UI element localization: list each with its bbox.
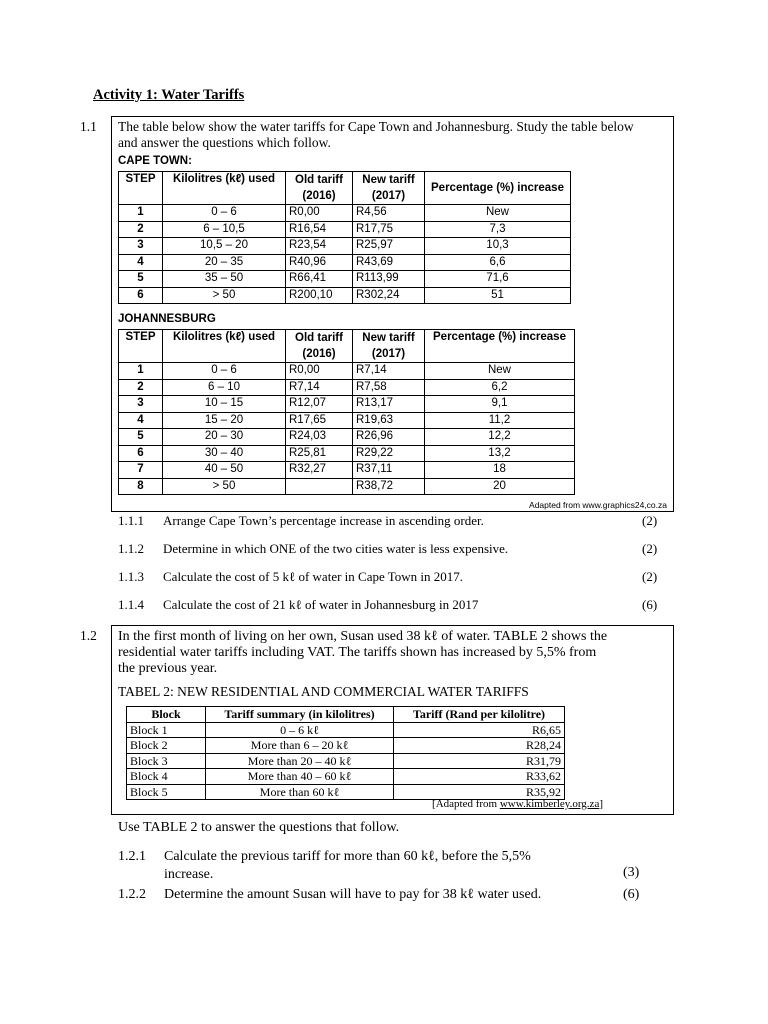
table-row <box>119 396 575 413</box>
credit-link[interactable]: www.kimberley.org.za <box>499 798 600 810</box>
table-row <box>119 412 575 429</box>
table-cell: R12,07 <box>286 396 353 413</box>
table-cell: 2 <box>119 221 163 238</box>
table-cell: 12,2 <box>425 429 575 446</box>
credit-suffix: ] <box>599 798 603 810</box>
question-text: Calculate the cost of 21 kℓ of water in Johannesburg in 2017 <box>163 597 479 612</box>
table-cell: R43,69 <box>353 254 425 271</box>
table-cell: Block 5 <box>127 784 206 800</box>
question-text: Calculate the cost of 5 kℓ of water in Cape Town in 2017. <box>163 569 464 584</box>
table-cell: More than 60 kℓ <box>206 784 394 800</box>
question-number: 1.1 <box>80 119 97 134</box>
table-cell: 11,2 <box>425 412 575 429</box>
table-row <box>127 738 565 754</box>
instruction-text: Use TABLE 2 to answer the questions that follow. <box>118 820 400 835</box>
table-cell: 6,6 <box>425 254 571 271</box>
table-cell: More than 20 – 40 kℓ <box>206 753 394 769</box>
table-cell: 6 <box>119 287 163 304</box>
question-number: 1.1.2 <box>118 541 144 556</box>
table-header-row <box>119 172 571 205</box>
question-text: increase. <box>164 867 214 882</box>
table-cell: 1 <box>119 205 163 222</box>
table-cell: 30 – 40 <box>163 445 286 462</box>
table-cell: 15 – 20 <box>163 412 286 429</box>
table-row <box>127 769 565 785</box>
table-row <box>119 205 571 222</box>
table-cell: 1 <box>119 363 163 380</box>
table-cell: 6 – 10 <box>163 379 286 396</box>
table-cell: 3 <box>119 396 163 413</box>
table-cell: R13,17 <box>353 396 425 413</box>
table-cell: 4 <box>119 254 163 271</box>
col-header-step: STEP <box>119 330 163 363</box>
table-cell: 0 – 6 <box>163 363 286 380</box>
table-cell: R302,24 <box>353 287 425 304</box>
intro-line: In the first month of living on her own, Susan used 38 kℓ of water. TABLE 2 shows the <box>118 629 608 644</box>
table-cell: 71,6 <box>425 271 571 288</box>
col-header-tariff-summary: Tariff summary (in kilolitres) <box>206 707 394 723</box>
table-2-title: TABEL 2: NEW RESIDENTIAL AND COMMERCIAL WATER TARIFFS <box>118 684 529 699</box>
question-1-2-box <box>111 625 674 815</box>
source-credit: Adapted from www.graphics24,co.za <box>529 500 667 510</box>
table-row <box>127 722 565 738</box>
question-number: 1.2 <box>80 628 97 643</box>
table-cell: 20 – 35 <box>163 254 286 271</box>
source-credit <box>432 798 603 810</box>
table-cell: Block 2 <box>127 738 206 754</box>
question-text: Calculate the previous tariff for more than 60 kℓ, before the 5,5% <box>164 849 531 864</box>
cape-town-table <box>118 171 571 304</box>
table-cell: 18 <box>425 462 575 479</box>
question-marks: (2) <box>642 513 658 528</box>
question-text: Determine the amount Susan will have to pay for 38 kℓ water used. <box>164 887 542 902</box>
question-text: Arrange Cape Town’s percentage increase in ascending order. <box>163 513 484 528</box>
table-cell: Block 1 <box>127 722 206 738</box>
table-cell: R28,24 <box>394 738 565 754</box>
col-header-old-tariff: Old tariff (2016) <box>286 330 353 363</box>
table-cell: R24,03 <box>286 429 353 446</box>
table-cell: R113,99 <box>353 271 425 288</box>
table-cell: R7,58 <box>353 379 425 396</box>
table-cell: R16,54 <box>286 221 353 238</box>
table-header-row <box>127 707 565 723</box>
table-cell: 5 <box>119 429 163 446</box>
intro-text <box>118 629 670 677</box>
table-cell: 20 <box>425 478 575 495</box>
table-header-row <box>119 330 575 363</box>
table-cell: New <box>425 363 575 380</box>
table-cell: R17,75 <box>353 221 425 238</box>
table-cell: R38,72 <box>353 478 425 495</box>
table-cell: R7,14 <box>353 363 425 380</box>
table-cell: R19,63 <box>353 412 425 429</box>
table-cell: 10,3 <box>425 238 571 255</box>
table-cell <box>286 478 353 495</box>
question-marks: (2) <box>642 541 658 556</box>
col-header-kilolitres: Kilolitres (kℓ) used <box>163 172 286 205</box>
intro-line: The table below show the water tariffs for Cape Town and Johannesburg. Study the table below <box>118 119 634 134</box>
table-cell: R29,22 <box>353 445 425 462</box>
question-marks: (6) <box>642 597 658 612</box>
table-cell: R17,65 <box>286 412 353 429</box>
table-row <box>119 445 575 462</box>
table-cell: Block 4 <box>127 769 206 785</box>
table-cell: 35 – 50 <box>163 271 286 288</box>
table-row <box>119 271 571 288</box>
table-cell: 6 <box>119 445 163 462</box>
table-cell: R37,11 <box>353 462 425 479</box>
table-row <box>119 379 575 396</box>
table-row <box>119 429 575 446</box>
question-number: 1.1.3 <box>118 569 144 584</box>
col-header-percentage: Percentage (%) increase <box>425 330 575 363</box>
question-number: 1.1.4 <box>118 597 144 612</box>
table-cell: 4 <box>119 412 163 429</box>
question-marks: (6) <box>623 887 640 902</box>
table-cell: New <box>425 205 571 222</box>
table-cell: 7 <box>119 462 163 479</box>
table-row <box>119 254 571 271</box>
table-row <box>119 363 575 380</box>
col-header-step: STEP <box>119 172 163 205</box>
table-cell: More than 6 – 20 kℓ <box>206 738 394 754</box>
water-tariffs-table <box>126 706 565 800</box>
table-cell: R23,54 <box>286 238 353 255</box>
col-header-tariff-rand: Tariff (Rand per kilolitre) <box>394 707 565 723</box>
question-marks: (2) <box>642 569 658 584</box>
table-row <box>119 238 571 255</box>
table-row <box>119 478 575 495</box>
question-number: 1.1.1 <box>118 513 144 528</box>
table-cell: R200,10 <box>286 287 353 304</box>
question-number: 1.2.2 <box>118 887 146 902</box>
table-cell: 2 <box>119 379 163 396</box>
question-1-1-4 <box>118 597 658 613</box>
col-header-block: Block <box>127 707 206 723</box>
table-cell: > 50 <box>163 287 286 304</box>
table-cell: 10,5 – 20 <box>163 238 286 255</box>
intro-line: the previous year. <box>118 661 218 676</box>
table-cell: More than 40 – 60 kℓ <box>206 769 394 785</box>
table-cell: R25,97 <box>353 238 425 255</box>
table-cell: 40 – 50 <box>163 462 286 479</box>
johannesburg-table <box>118 329 575 495</box>
table-row <box>127 753 565 769</box>
johannesburg-label: JOHANNESBURG <box>118 313 216 325</box>
table-cell: 8 <box>119 478 163 495</box>
table-cell: 51 <box>425 287 571 304</box>
question-1-1-3 <box>118 569 658 585</box>
table-cell: 20 – 30 <box>163 429 286 446</box>
table-cell: > 50 <box>163 478 286 495</box>
table-cell: R33,62 <box>394 769 565 785</box>
table-cell: 0 – 6 <box>163 205 286 222</box>
table-cell: R66,41 <box>286 271 353 288</box>
page-title: Activity 1: Water Tariffs <box>93 87 245 103</box>
col-header-kilolitres: Kilolitres (kℓ) used <box>163 330 286 363</box>
question-text: Determine in which ONE of the two cities water is less expensive. <box>163 541 509 556</box>
table-cell: 3 <box>119 238 163 255</box>
intro-line: and answer the questions which follow. <box>118 135 331 150</box>
table-cell: R31,79 <box>394 753 565 769</box>
table-cell: R26,96 <box>353 429 425 446</box>
question-1-1-2 <box>118 541 658 557</box>
col-header-new-tariff: New tariff (2017) <box>353 172 425 205</box>
table-cell: 6,2 <box>425 379 575 396</box>
question-1-1-box <box>111 116 674 512</box>
table-cell: 9,1 <box>425 396 575 413</box>
table-cell: R0,00 <box>286 363 353 380</box>
table-cell: R35,92 <box>394 784 565 800</box>
table-cell: R0,00 <box>286 205 353 222</box>
table-cell: 10 – 15 <box>163 396 286 413</box>
table-cell: 7,3 <box>425 221 571 238</box>
col-header-new-tariff: New tariff (2017) <box>353 330 425 363</box>
table-cell: R25,81 <box>286 445 353 462</box>
question-number: 1.2.1 <box>118 849 146 864</box>
table-cell: R40,96 <box>286 254 353 271</box>
table-cell: R7,14 <box>286 379 353 396</box>
table-cell: R6,65 <box>394 722 565 738</box>
col-header-percentage: Percentage (%) increase <box>425 172 571 205</box>
credit-prefix: [Adapted from <box>432 798 500 810</box>
table-cell: 0 – 6 kℓ <box>206 722 394 738</box>
table-cell: 6 – 10,5 <box>163 221 286 238</box>
cape-town-label: CAPE TOWN: <box>118 155 192 167</box>
table-row <box>119 287 571 304</box>
table-cell: R4,56 <box>353 205 425 222</box>
question-1-2-2 <box>118 887 618 903</box>
table-row <box>119 221 571 238</box>
table-cell: R32,27 <box>286 462 353 479</box>
col-header-old-tariff: Old tariff (2016) <box>286 172 353 205</box>
question-marks: (3) <box>623 865 640 880</box>
table-cell: 13,2 <box>425 445 575 462</box>
table-cell: Block 3 <box>127 753 206 769</box>
question-1-1-1 <box>118 513 658 529</box>
intro-line: residential water tariffs including VAT. The tariffs shown has increased by 5,5% from <box>118 645 597 660</box>
table-row <box>119 462 575 479</box>
question-1-2-1 <box>118 848 618 884</box>
table-cell: 5 <box>119 271 163 288</box>
intro-text <box>118 119 670 151</box>
